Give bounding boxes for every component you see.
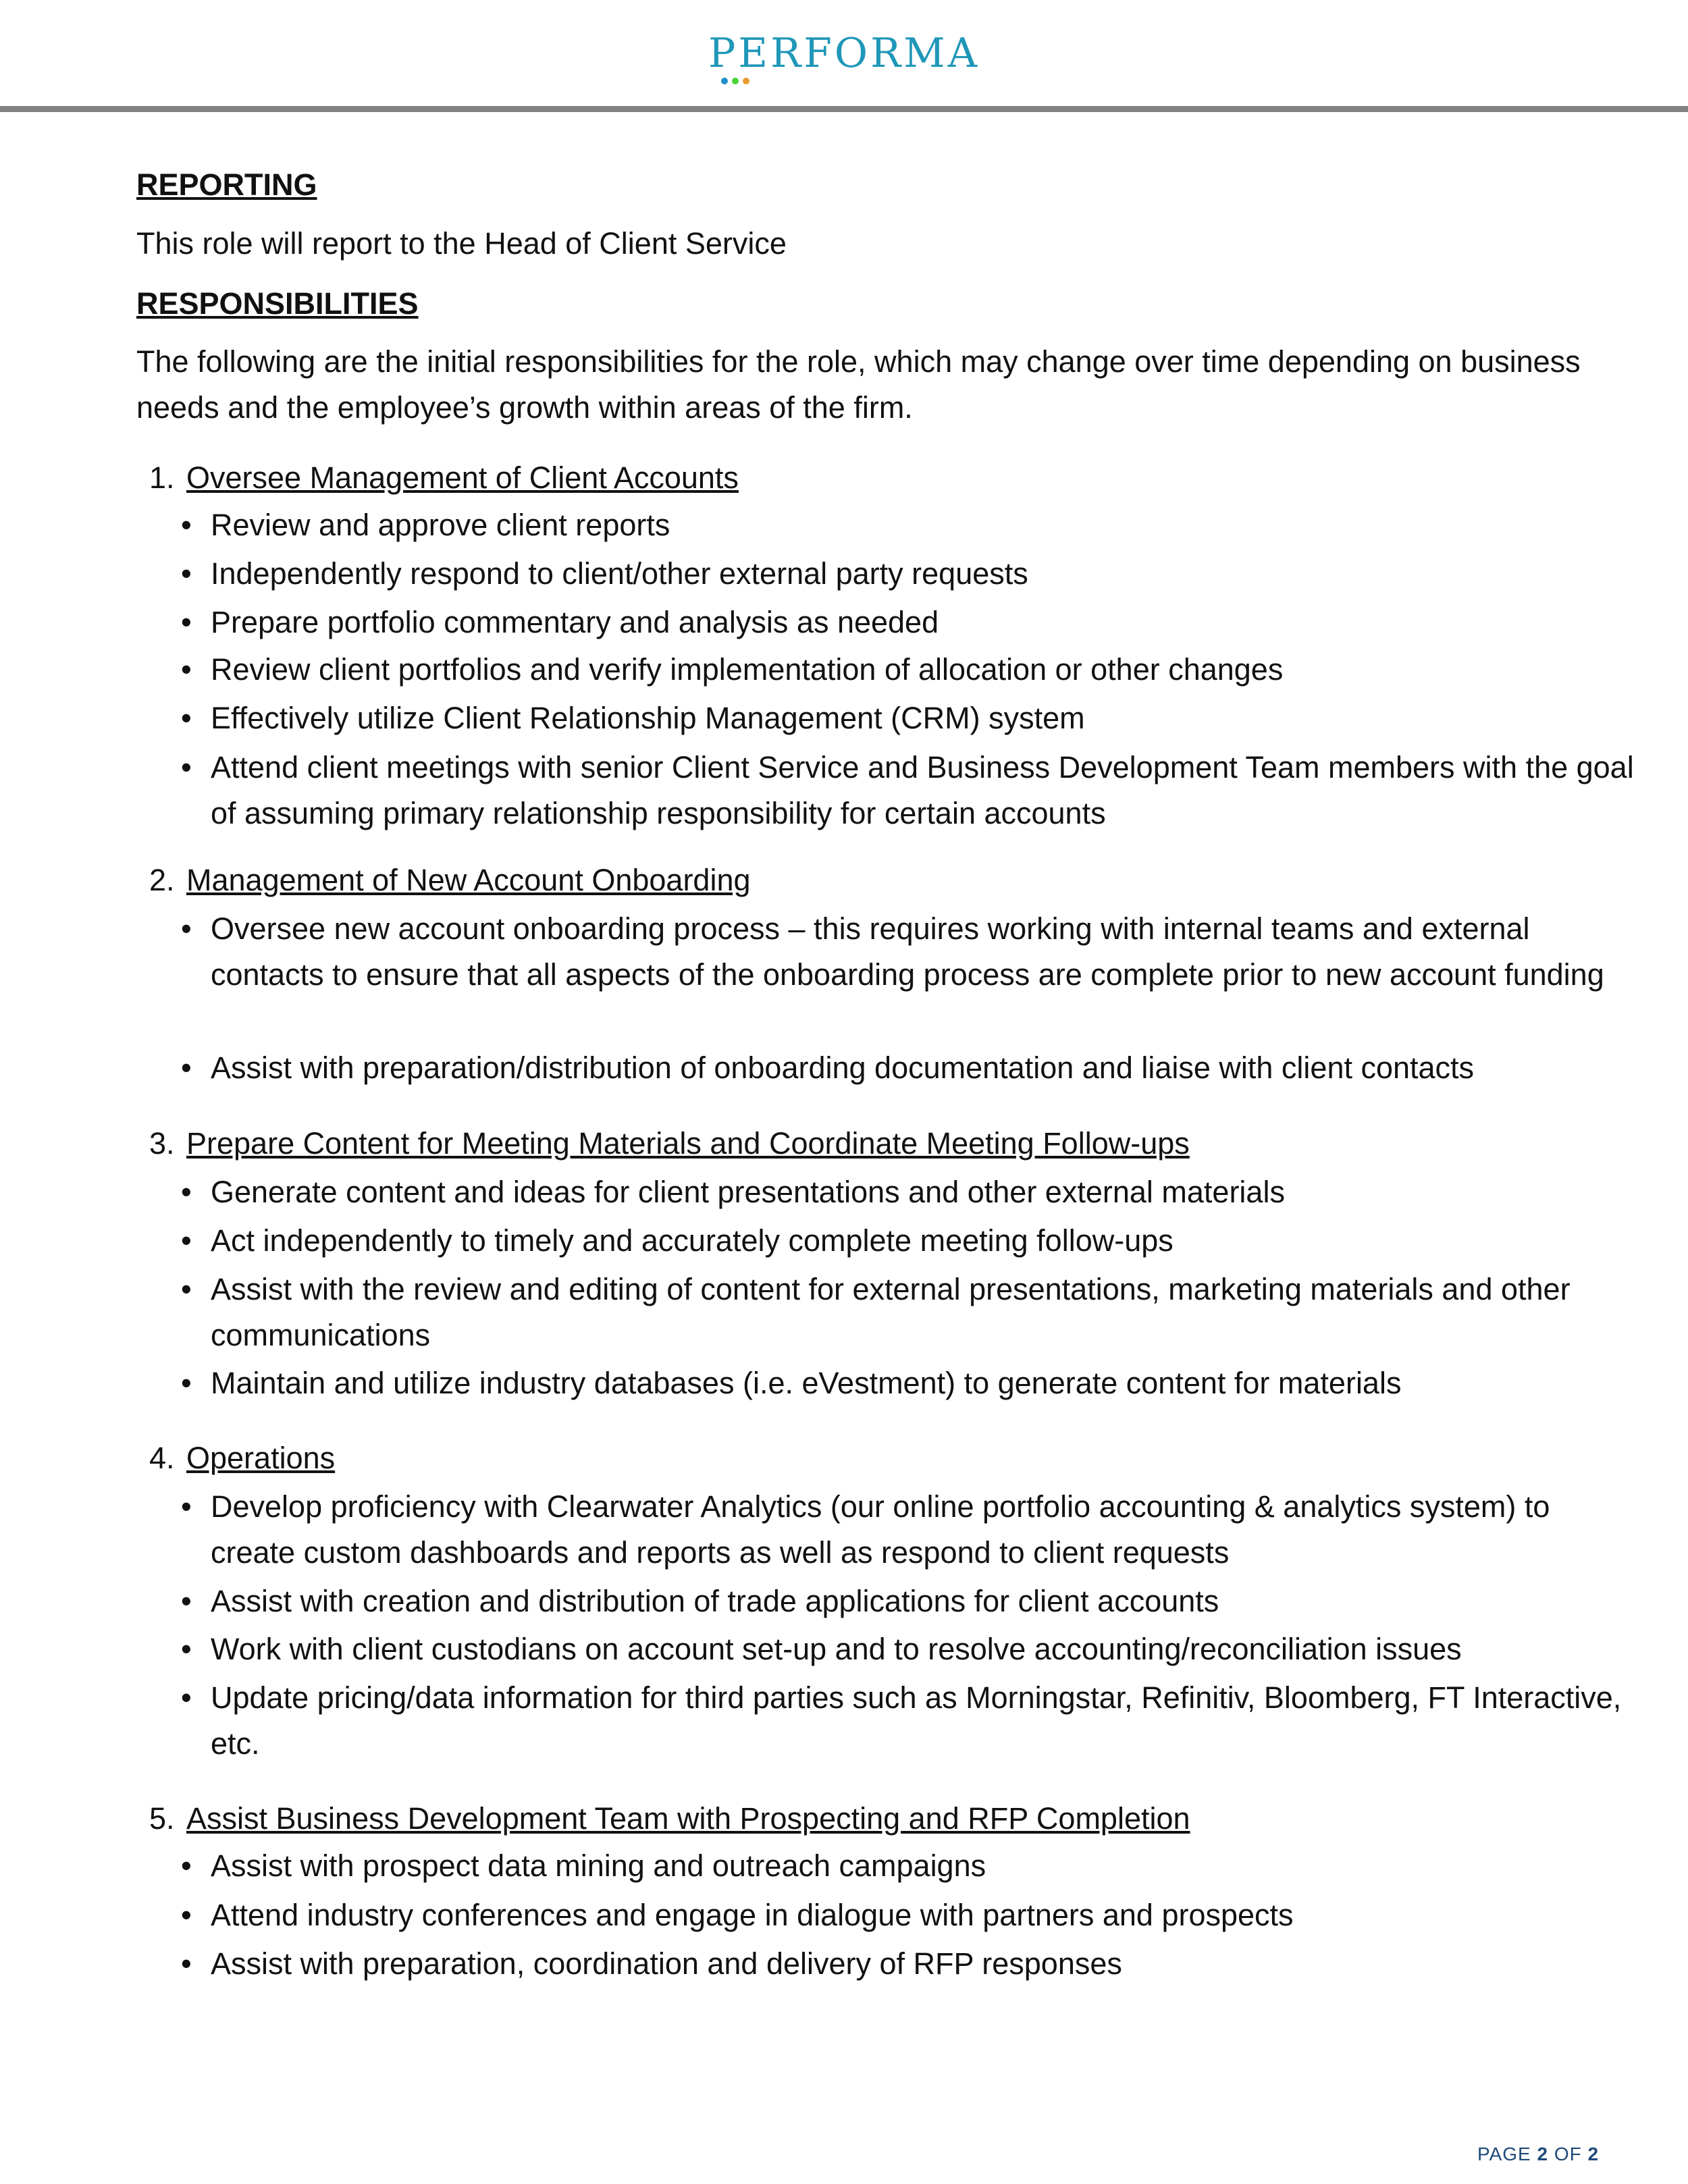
list-item-text: Review client portfolios and verify implementation of allocation or other changes <box>211 652 1284 687</box>
list-item <box>181 1218 1635 1264</box>
section-number: 1. <box>149 460 175 495</box>
responsibilities-intro: The following are the initial responsibilities for the role, which may change over time depending on business needs and the employee’s growth within areas of the firm. <box>136 344 1581 425</box>
bullet-icon: • <box>181 1898 192 1932</box>
list-item-text: Independently respond to client/other external party requests <box>211 556 1028 591</box>
list-item-text: Attend client meetings with senior Client Service and Business Development Team members with the goal of assuming primary relationship responsibility for certain accounts <box>211 750 1634 830</box>
list-item-text: Assist with preparation, coordination and delivery of RFP responses <box>211 1946 1122 1981</box>
list-item-text: Assist with the review and editing of content for external presentations, marketing materials and other communications <box>211 1272 1571 1352</box>
bullet-icon: • <box>181 652 192 687</box>
list-item-text: Develop proficiency with Clearwater Analytics (our online portfolio accounting & analytics system) to create custom dashboards and reports as well as respond to client requests <box>211 1489 1550 1570</box>
bullet-icon: • <box>181 605 192 639</box>
list-item <box>181 502 1635 548</box>
list-item <box>181 600 1635 645</box>
bullet-icon: • <box>181 1050 192 1085</box>
bullet-icon: • <box>181 1366 192 1400</box>
list-item <box>181 1360 1635 1406</box>
list-item <box>181 1892 1635 1938</box>
logo-dots <box>721 76 754 88</box>
reporting-text: This role will report to the Head of Client Service <box>136 226 787 261</box>
list-item <box>181 1169 1635 1215</box>
section-title: Management of New Account Onboarding <box>186 863 751 897</box>
list-item-text: Oversee new account onboarding process – this requires working with internal teams and external contacts to ensure that all aspects of the onboarding process are complete prior to new account funding <box>211 911 1604 992</box>
list-item <box>181 1843 1635 1889</box>
list-item <box>181 1941 1635 1987</box>
bullet-icon: • <box>181 508 192 542</box>
section-heading <box>149 1121 1190 1167</box>
bullet-icon: • <box>181 911 192 946</box>
list-item <box>181 647 1635 693</box>
section-title: Oversee Management of Client Accounts <box>186 460 739 495</box>
logo-dot-icon <box>721 78 728 84</box>
list-item-text: Review and approve client reports <box>211 508 670 542</box>
list-item-text: Attend industry conferences and engage in dialogue with partners and prospects <box>211 1898 1294 1932</box>
list-item-text: Assist with preparation/distribution of onboarding documentation and liaise with client contacts <box>211 1050 1475 1085</box>
list-item <box>181 1045 1635 1091</box>
list-item-text: Assist with prospect data mining and outreach campaigns <box>211 1848 986 1883</box>
list-item <box>181 1484 1635 1576</box>
list-item-text: Effectively utilize Client Relationship Management (CRM) system <box>211 701 1085 735</box>
header-divider <box>0 106 1688 112</box>
logo-text: PERFORMA <box>708 30 980 77</box>
section-heading <box>149 857 751 903</box>
page-current: 2 <box>1537 2143 1549 2164</box>
section-heading <box>149 1435 335 1481</box>
section-heading <box>149 455 739 501</box>
bullet-icon: • <box>181 1584 192 1618</box>
list-item <box>181 695 1635 741</box>
page-total: 2 <box>1587 2143 1600 2164</box>
list-item-text: Prepare portfolio commentary and analysis as needed <box>211 605 939 639</box>
list-item <box>181 745 1635 836</box>
bullet-icon: • <box>181 1848 192 1883</box>
bullet-icon: • <box>181 1680 192 1715</box>
list-item <box>181 906 1635 998</box>
reporting-heading: REPORTING <box>136 167 317 202</box>
bullet-icon: • <box>181 750 192 784</box>
section-title: Prepare Content for Meeting Materials and Coordinate Meeting Follow-ups <box>186 1126 1190 1161</box>
section-number: 3. <box>149 1126 175 1161</box>
logo-dot-icon <box>743 78 749 84</box>
page-number <box>1477 2143 1599 2165</box>
bullet-icon: • <box>181 1489 192 1524</box>
section-title: Assist Business Development Team with Prospecting and RFP Completion <box>186 1801 1190 1836</box>
bullet-icon: • <box>181 701 192 735</box>
list-item-text: Update pricing/data information for third parties such as Morningstar, Refinitiv, Bloomberg, FT Interactive, etc. <box>211 1680 1622 1761</box>
list-item-text: Act independently to timely and accurately complete meeting follow-ups <box>211 1223 1173 1258</box>
logo <box>0 30 1688 77</box>
section-number: 2. <box>149 863 175 897</box>
list-item <box>181 1675 1635 1767</box>
list-item-text: Generate content and ideas for client presentations and other external materials <box>211 1175 1285 1209</box>
section-number: 5. <box>149 1801 175 1836</box>
bullet-icon: • <box>181 1946 192 1981</box>
bullet-icon: • <box>181 1175 192 1209</box>
section-heading <box>149 1796 1190 1842</box>
bullet-icon: • <box>181 1223 192 1258</box>
list-item <box>181 551 1635 597</box>
bullet-icon: • <box>181 1272 192 1306</box>
list-item-text: Maintain and utilize industry databases (i.e. eVestment) to generate content for materials <box>211 1366 1402 1400</box>
bullet-icon: • <box>181 556 192 591</box>
logo-dot-icon <box>732 78 739 84</box>
list-item <box>181 1578 1635 1624</box>
page-label: PAGE <box>1477 2143 1531 2164</box>
of-label: OF <box>1554 2143 1582 2164</box>
section-number: 4. <box>149 1441 175 1475</box>
section-title: Operations <box>186 1441 336 1475</box>
list-item-text: Assist with creation and distribution of trade applications for client accounts <box>211 1584 1219 1618</box>
bullet-icon: • <box>181 1632 192 1666</box>
responsibilities-heading: RESPONSIBILITIES <box>136 286 419 321</box>
list-item-text: Work with client custodians on account set-up and to resolve accounting/reconciliation issues <box>211 1632 1462 1666</box>
list-item <box>181 1626 1635 1672</box>
list-item <box>181 1267 1635 1358</box>
